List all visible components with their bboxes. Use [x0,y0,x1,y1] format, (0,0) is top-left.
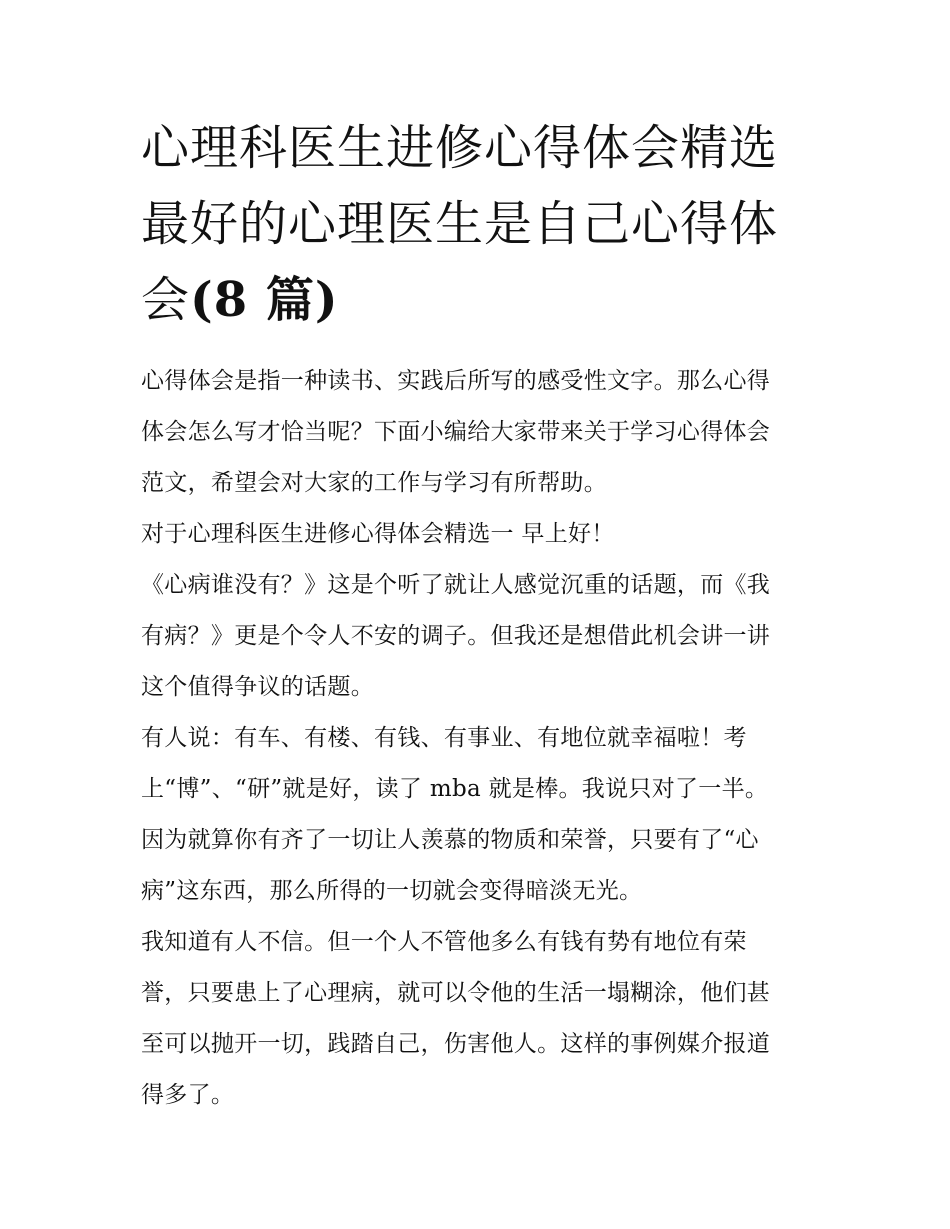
text-line: 至可以抛开一切，践踏自己，伤害他人。这样的事例媒介报道 [141,1031,771,1057]
paragraph [141,560,813,713]
text-line: 得多了。 [141,1082,235,1108]
title-suffix: (8 篇) [190,272,339,328]
paragraph [141,917,813,1121]
title-line [141,262,813,338]
text-line: 上“博”、“研”就是好，读了 mba 就是棒。我说只对了一半。 [141,776,769,802]
text-line: 《心病谁没有？》这是个听了就让人感觉沉重的话题，而《我 [141,572,771,598]
text-line: 病”这东西，那么所得的一切就会变得暗淡无光。 [141,878,643,904]
text-line: 心得体会是指一种读书、实践后所写的感受性文字。那么心得 [141,368,771,394]
text-line: 这个值得争议的话题。 [141,674,374,700]
title-line-text: 会 [141,272,191,328]
paragraph [141,713,813,917]
text-line: 有病？》更是个令人不安的调子。但我还是想借此机会讲一讲 [141,623,771,649]
text-line: 誉，只要患上了心理病，就可以令他的生活一塌糊涂，他们甚 [141,980,771,1006]
document-body [141,356,813,1121]
title-line: 心理科医生进修心得体会精选 [141,120,779,176]
text-line: 对于心理科医生进修心得体会精选一 早上好！ [141,521,615,547]
text-line: 体会怎么写才恰当呢？下面小编给大家带来关于学习心得体会 [141,419,771,445]
title-line: 最好的心理医生是自己心得体 [141,196,779,252]
document-title [141,110,813,338]
text-line: 范文，希望会对大家的工作与学习有所帮助。 [141,470,607,496]
paragraph-section-heading [141,509,813,560]
paragraph-intro [141,356,813,509]
document-page [141,110,813,1121]
text-line: 有人说：有车、有楼、有钱、有事业、有地位就幸福啦！考 [141,725,747,751]
text-line: 因为就算你有齐了一切让人羡慕的物质和荣誉，只要有了“心 [141,827,759,853]
text-line: 我知道有人不信。但一个人不管他多么有钱有势有地位有荣 [141,929,747,955]
